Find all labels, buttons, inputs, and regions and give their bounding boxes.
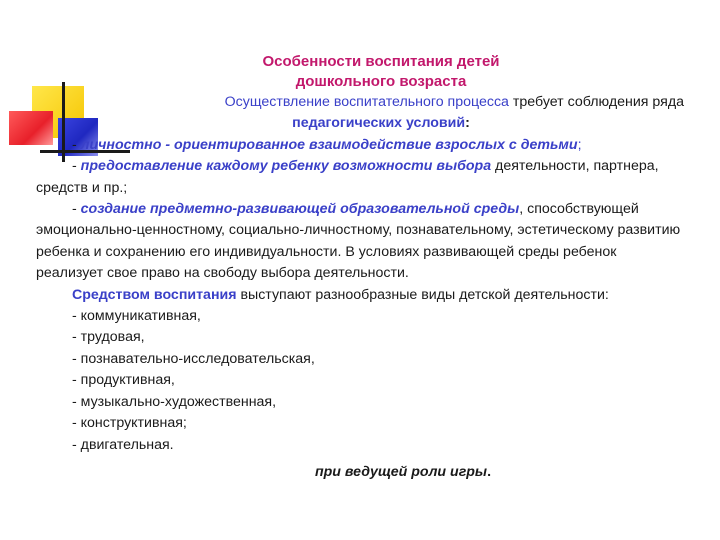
slide-title bbox=[36, 52, 686, 92]
condition-dash: - bbox=[72, 201, 81, 218]
condition-tail: , способствующей эмоционально-ценностному, социально-личностному, познавательному, эстетическому развитию ребенка и сохранению его индивидуальности. В условиях развивающей среды ребенок реализует свое право на свободу выбора деятельности. bbox=[36, 201, 681, 282]
means-paragraph bbox=[36, 285, 686, 306]
condition-tail: деятельности, партнера, средств и пр.; bbox=[36, 158, 659, 196]
activity-item: - конструктивная; bbox=[72, 415, 187, 432]
intro-rest: требует соблюдения ряда bbox=[508, 94, 684, 110]
footer-note bbox=[36, 462, 686, 483]
condition-dash: - bbox=[72, 158, 81, 175]
condition-tail: ; bbox=[577, 136, 582, 153]
conditions-label: педагогических условий bbox=[292, 115, 466, 132]
footer-text: при ведущей роли игры bbox=[314, 463, 488, 480]
activity-item: - продуктивная, bbox=[72, 372, 175, 389]
condition-emphasis: личностно - ориентированное взаимодействие взрослых с детьми bbox=[80, 136, 578, 153]
title-line-1: Особенности воспитания детей bbox=[262, 53, 500, 70]
intro-paragraph bbox=[36, 92, 686, 113]
title-line-2: дошкольного возраста bbox=[295, 73, 467, 90]
means-rest: выступают разнообразные виды детской деятельности: bbox=[236, 286, 609, 303]
activity-item: - коммуникативная, bbox=[72, 308, 201, 325]
means-lead: Средством воспитания bbox=[72, 286, 237, 303]
condition-emphasis: предоставление каждому ребенку возможности выбора bbox=[80, 158, 492, 175]
conditions-colon: : bbox=[465, 115, 470, 132]
intro-conditions bbox=[36, 113, 686, 134]
condition-dash: - bbox=[72, 136, 81, 153]
condition-item bbox=[36, 135, 686, 156]
condition-item bbox=[36, 199, 686, 285]
activity-item: - музыкально-художественная, bbox=[72, 393, 277, 410]
condition-item bbox=[36, 156, 686, 199]
intro-lead: Осуществление воспитательного процесса bbox=[224, 94, 509, 110]
activity-item: - трудовая, bbox=[72, 329, 145, 346]
activity-item: - двигательная. bbox=[72, 436, 174, 453]
slide-content bbox=[36, 52, 686, 483]
condition-emphasis: создание предметно-развивающей образовательной среды bbox=[80, 201, 520, 218]
activity-item: - познавательно-исследовательская, bbox=[72, 350, 315, 367]
footer-dot: . bbox=[487, 463, 492, 480]
